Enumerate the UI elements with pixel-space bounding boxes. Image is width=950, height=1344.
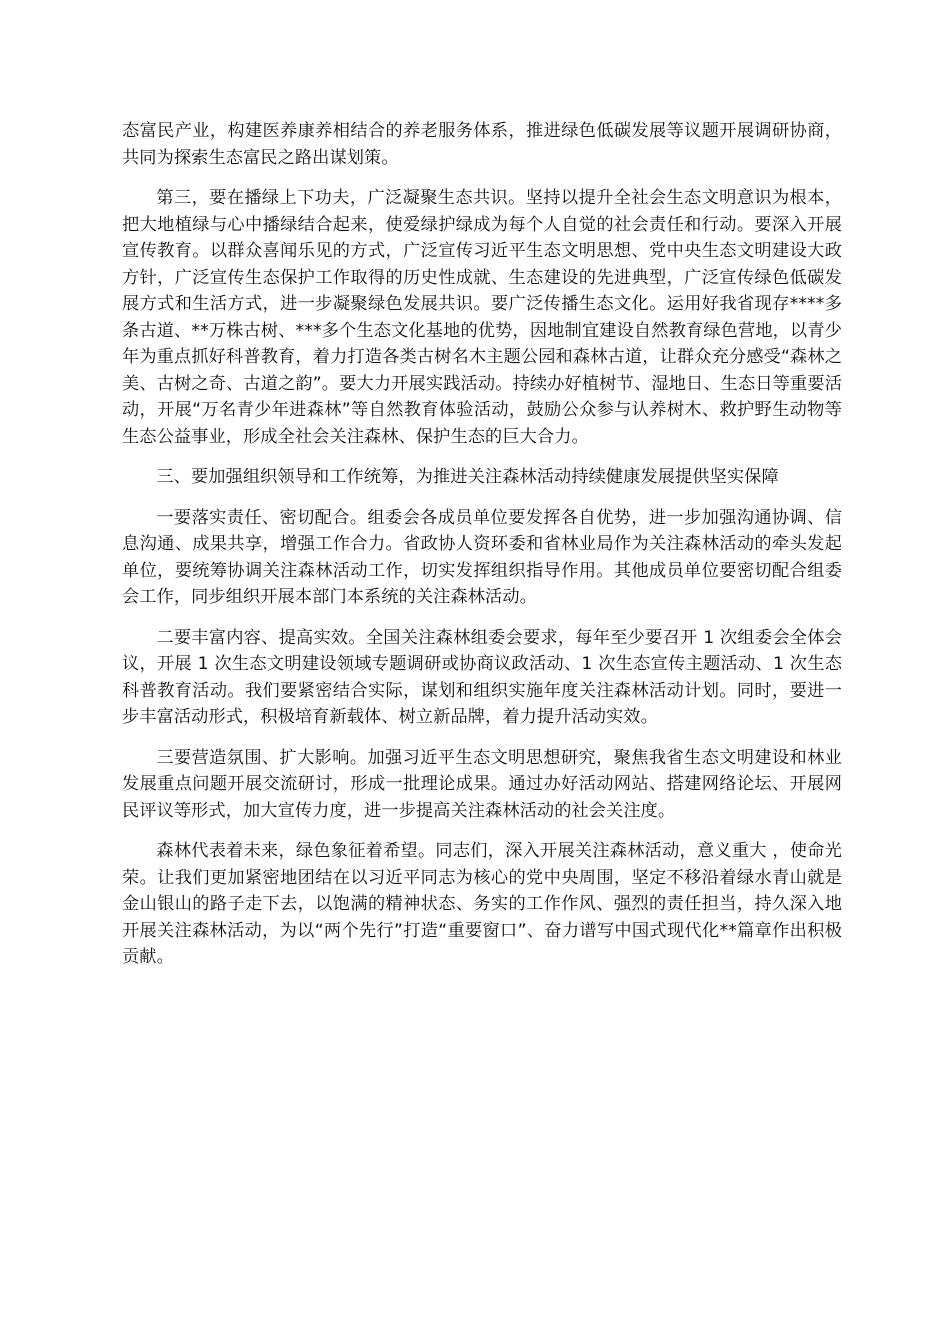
paragraph-first-requirement: 一要落实责任、密切配合。组委会各成员单位要发挥各自优势，进一步加强沟通协调、信息沟通、成果共享，增强工作合力。省政协人资环委和省林业局作为关注森林活动的牵头发起单位，要统筹协调关注森林活动工作，切实发挥组织指导作用。其他成员单位要密切配合组委会工作，同步组织开展本部门本系统的关注森林活动。 [122,507,842,607]
paragraph-continued: 态富民产业，构建医养康养相结合的养老服务体系，推进绿色低碳发展等议题开展调研协商，共同为探索生态富民之路出谋划策。 [122,121,842,168]
document-page [122,118,842,985]
paragraph-third-requirement: 三要营造氛围、扩大影响。加强习近平生态文明思想研究，聚焦我省生态文明建设和林业发展重点问题开展交流研讨，形成一批理论成果。通过办好活动网站、搭建网络论坛、开展网民评议等形式，加大宣传力度，进一步提高关注森林活动的社会关注度。 [122,747,842,821]
paragraph-third-point: 第三，要在播绿上下功夫，广泛凝聚生态共识。坚持以提升全社会生态文明意识为根本，把大地植绿与心中播绿结合起来，使爱绿护绿成为每个人自觉的社会责任和行动。要深入开展宣传教育。以群众喜闻乐见的方式，广泛宣传习近平生态文明思想、党中央生态文明建设大政方针，广泛宣传生态保护工作取得的历史性成就、生态建设的先进典型，广泛宣传绿色低碳发展方式和生活方式，进一步凝聚绿色发展共识。要广泛传播生态文化。运用好我省现存****多条古道、**万株古树、***多个生态文化基地的优势，因地制宜建设自然教育绿色营地，以青少年为重点抓好科普教育，着力打造各类古树名木主题公园和森林古道，让群众充分感受“森林之美、古树之奇、古道之韵”。要大力开展实践活动。持续办好植树节、湿地日、生态日等重要活动，开展“万名青少年进森林”等自然教育体验活动，鼓励公众参与认养树木、救护野生动物等生态公益事业，形成全社会关注森林、保护生态的巨大合力。 [122,188,842,447]
paragraph-second-requirement: 二要丰富内容、提高实效。全国关注森林组委会要求，每年至少要召开 1 次组委会全体会议，开展 1 次生态文明建设领域专题调研或协商议政活动、1 次生态宣传主题活动、1 次生态科普教育活动。我们要紧密结合实际，谋划和组织实施年度关注森林活动计划。同时，要进一步丰富活动形式，积极培育新载体、树立新品牌，着力提升活动实效。 [122,627,842,727]
paragraph-conclusion: 森林代表着未来，绿色象征着希望。同志们，深入开展关注森林活动，意义重大 ，使命光荣。让我们更加紧密地团结在以习近平同志为核心的党中央周围，坚定不移沿着绿水青山就是金山银山的路子走下去，以饱满的精神状态、务实的工作作风、强烈的责任担当，持久深入地开展关注森林活动，为以“两个先行”打造“重要窗口”、奋力谱写中国式现代化**篇章作出积极贡献。 [122,841,842,967]
section-heading-three: 三、要加强组织领导和工作统筹，为推进关注森林活动持续健康发展提供坚实保障 [156,467,779,487]
